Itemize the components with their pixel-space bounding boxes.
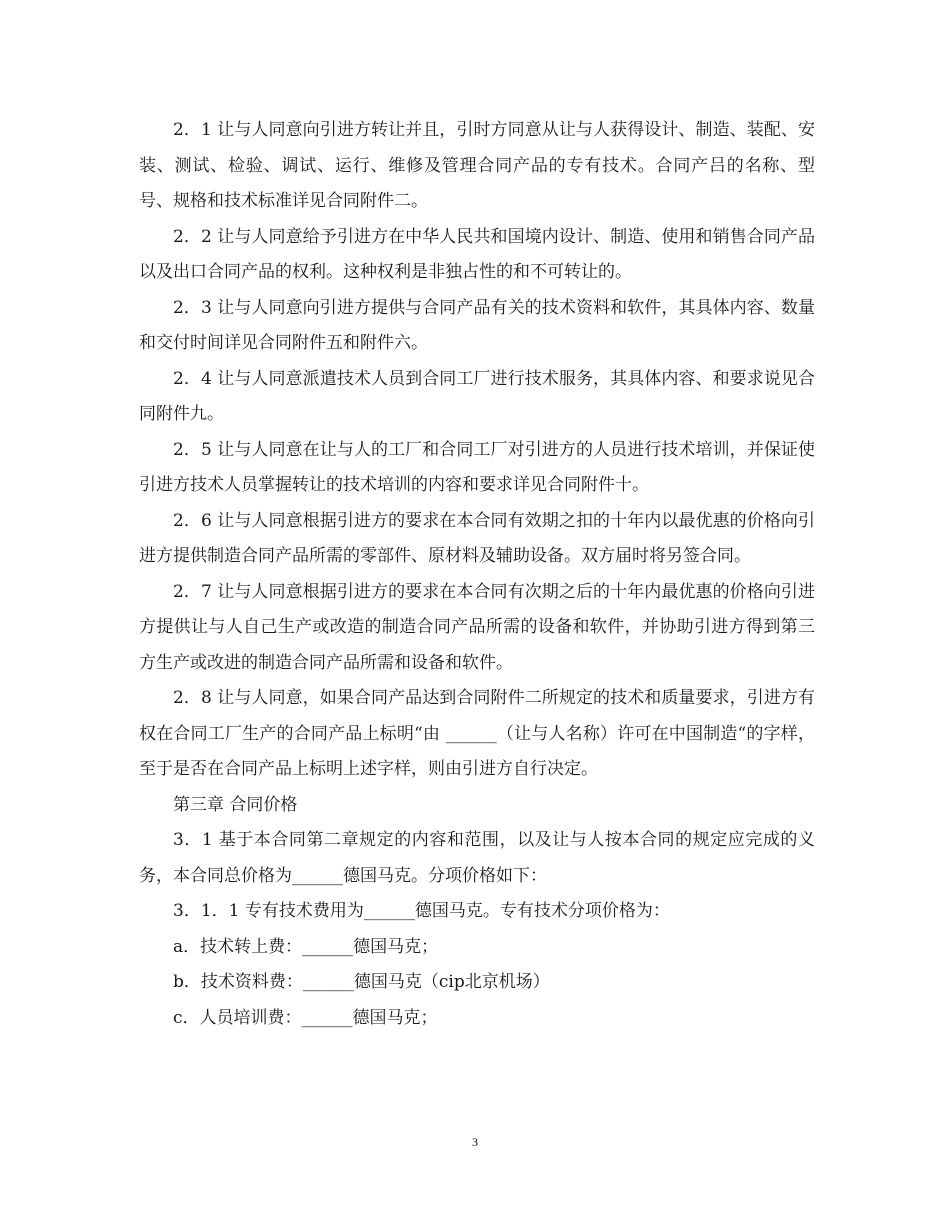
page-number: 3 (472, 1135, 478, 1149)
clause-2-8: 2．8 让与人同意，如果合同产品达到合同附件二所规定的技术和质量要求，引进方有权在合同工厂生产的合同产品上标明“由 ______（让与人名称）许可在中国制造“的字样，至于是否在合同产品上标明上述字样，则由引进方自行决定。 (139, 688, 815, 779)
clause-2-4: 2．4 让与人同意派遣技术人员到合同工厂进行技术服务，其具体内容、和要求说见合同附件九。 (139, 368, 815, 424)
item-b: b．技术资料费：______德国马克（cip北京机场） (173, 972, 550, 992)
clause-2-1: 2．1 让与人同意向引进方转让并且，引时方同意从让与人获得设计、制造、装配、安装、测试、检验、调试、运行、维修及管理合同产品的专有技术。合同产吕的名称、型号、规格和技术标准详见合同附件二。 (139, 120, 815, 211)
item-c: c．人员培训费：______德国马克； (173, 1007, 438, 1028)
chapter-3-heading: 第三章 合同价格 (173, 794, 298, 815)
clause-3-1-1: 3．1．1 专有技术费用为______德国马克。专有技术分项价格为： (173, 901, 670, 921)
clause-2-3: 2．3 让与人同意向引进方提供与合同产品有关的技术资料和软件，其具体内容、数量和交付时间详见合同附件五和附件六。 (139, 297, 815, 353)
item-a: a．技术转上费：______德国马克； (173, 936, 439, 957)
document-body (139, 113, 815, 1036)
clause-2-5: 2．5 让与人同意在让与人的工厂和合同工厂对引进方的人员进行技术培训，并保证使引进方技术人员掌握转让的技术培训的内容和要求详见合同附件十。 (139, 439, 815, 495)
clause-3-1: 3．1 基于本合同第二章规定的内容和范围，以及让与人按本合同的规定应完成的义务，本合同总价格为______德国马克。分项价格如下： (139, 830, 815, 886)
clause-2-2: 2．2 让与人同意给予引进方在中华人民共和国境内设计、制造、使用和销售合同产品以及出口合同产品的权利。这种权利是非独占性的和不可转让的。 (139, 226, 815, 282)
clause-2-6: 2．6 让与人同意根据引进方的要求在本合同有效期之扣的十年内以最优惠的价格向引进方提供制造合同产品所需的零部件、原材料及辅助设备。双方届时将另签合同。 (139, 510, 815, 566)
clause-2-7: 2．7 让与人同意根据引进方的要求在本合同有次期之后的十年内最优惠的价格向引进方提供让与人自己生产或改造的制造合同产品所需的设备和软件，并协助引进方得到第三方生产或改进的制造合同产品所需和设备和软件。 (139, 581, 815, 673)
